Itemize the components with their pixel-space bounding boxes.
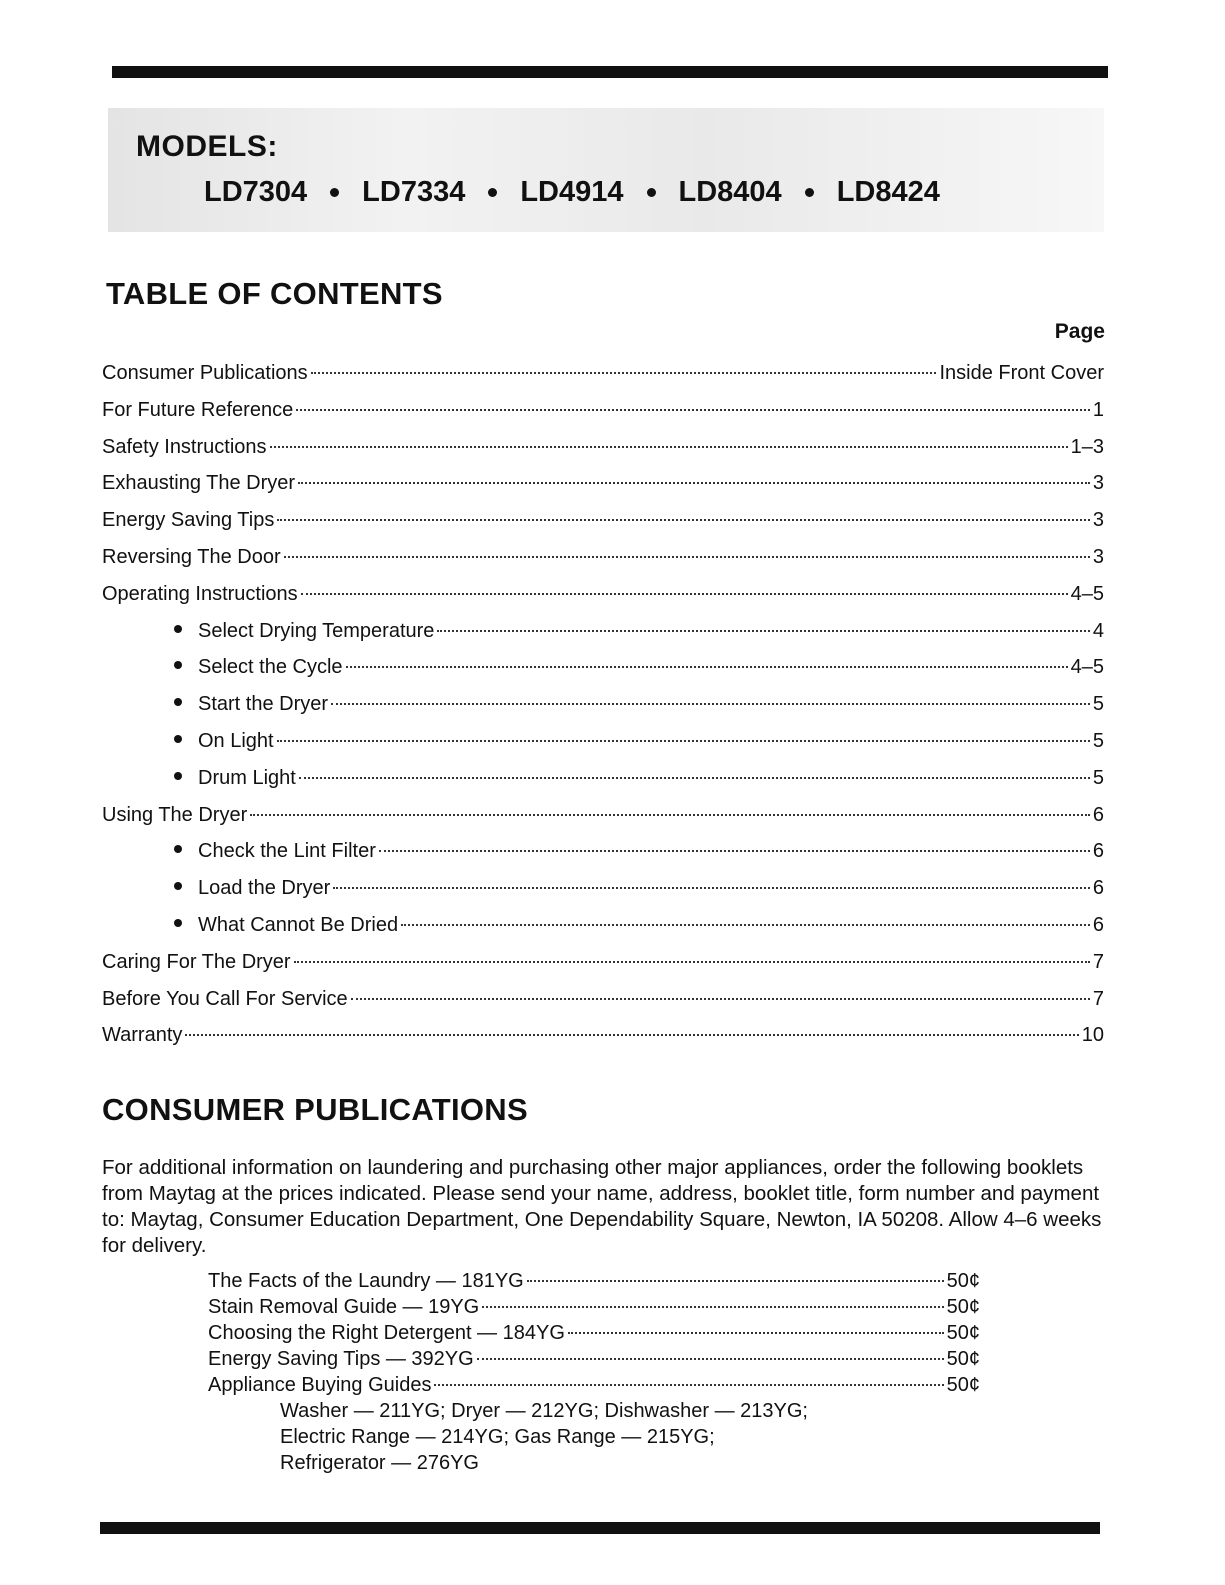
toc-entry — [102, 984, 1104, 1021]
dot-leader — [477, 1358, 944, 1360]
toc-entry-page: 4–5 — [1070, 582, 1104, 605]
toc-entry-label: Using The Dryer — [102, 803, 248, 826]
publication-price: 50¢ — [946, 1374, 980, 1396]
toc-subentry — [102, 652, 1104, 689]
toc-entry-page: 5 — [1092, 766, 1104, 789]
toc-entry-page: 7 — [1092, 950, 1104, 973]
toc-entry-page: 6 — [1092, 803, 1104, 826]
bullet-icon — [174, 735, 182, 743]
model-number: LD7304 — [204, 176, 308, 208]
toc-entry-page: 6 — [1092, 840, 1104, 863]
bullet-icon — [488, 188, 497, 197]
dot-leader — [401, 924, 1090, 926]
toc-entry-label: Warranty — [102, 1024, 183, 1047]
toc-entry-page: 6 — [1092, 913, 1104, 936]
bullet-icon — [805, 188, 814, 197]
toc-entry-label: Operating Instructions — [102, 582, 298, 605]
toc-subentry — [102, 616, 1104, 653]
toc-subentry — [102, 836, 1104, 873]
toc-entry-page: 10 — [1081, 1024, 1104, 1047]
dot-leader — [333, 887, 1090, 889]
dot-leader — [351, 998, 1090, 1000]
publication-item — [208, 1320, 980, 1346]
dot-leader — [301, 593, 1068, 595]
publication-label: The Facts of the Laundry — 181YG — [208, 1270, 524, 1292]
toc-entry — [102, 800, 1104, 837]
dot-leader — [379, 850, 1090, 852]
buying-guide-line: Refrigerator — 276YG — [280, 1452, 479, 1474]
toc-entry-label: Safety Instructions — [102, 435, 267, 458]
toc-entry — [102, 395, 1104, 432]
dot-leader — [185, 1034, 1078, 1036]
toc-subentry — [102, 873, 1104, 910]
model-number: LD7334 — [362, 176, 466, 208]
publication-item — [208, 1346, 980, 1372]
dot-leader — [331, 703, 1090, 705]
toc-page-header: Page — [1054, 320, 1105, 343]
toc-entry-label: Caring For The Dryer — [102, 950, 291, 973]
publication-item — [208, 1372, 980, 1398]
toc-entry-label: On Light — [198, 729, 274, 752]
toc-entry-label: Consumer Publications — [102, 362, 308, 384]
dot-leader — [277, 740, 1090, 742]
toc-entry-page: 3 — [1092, 509, 1104, 532]
toc-title: TABLE OF CONTENTS — [106, 276, 443, 311]
toc-entry-label: Check the Lint Filter — [198, 840, 376, 863]
toc-entry — [102, 947, 1104, 984]
dot-leader — [482, 1306, 943, 1308]
dot-leader — [296, 409, 1090, 411]
toc-entry — [102, 1020, 1104, 1057]
bullet-icon — [647, 188, 656, 197]
bullet-icon — [174, 919, 182, 927]
bullet-icon — [330, 188, 339, 197]
dot-leader — [294, 961, 1090, 963]
top-rule — [112, 66, 1108, 78]
publication-label: Stain Removal Guide — 19YG — [208, 1296, 480, 1318]
dot-leader — [298, 482, 1090, 484]
toc-entry-label: Reversing The Door — [102, 545, 281, 568]
bullet-icon — [174, 772, 182, 780]
toc-entry-page: 5 — [1092, 729, 1104, 752]
dot-leader — [299, 777, 1090, 779]
toc-subentry — [102, 763, 1104, 800]
model-number: LD4914 — [520, 176, 624, 208]
bullet-icon — [174, 661, 182, 669]
buying-guides-list — [280, 1398, 808, 1476]
dot-leader — [437, 630, 1089, 632]
publication-label: Energy Saving Tips — 392YG — [208, 1348, 474, 1370]
toc-entry-page: 1 — [1092, 398, 1104, 421]
toc-entry-page: 1–3 — [1070, 435, 1104, 458]
bullet-icon — [174, 882, 182, 890]
toc-entry-page: 6 — [1092, 877, 1104, 900]
toc-entry-page: 5 — [1092, 693, 1104, 716]
toc-entry — [102, 505, 1104, 542]
publication-price: 50¢ — [946, 1348, 980, 1370]
publication-price: 50¢ — [946, 1322, 980, 1344]
toc-entry-label: Before You Call For Service — [102, 987, 348, 1010]
dot-leader — [270, 446, 1068, 448]
toc-entry-label: What Cannot Be Dried — [198, 913, 399, 936]
dot-leader — [527, 1280, 944, 1282]
bullet-icon — [174, 845, 182, 853]
publication-list — [208, 1268, 980, 1398]
buying-guide-line: Washer — 211YG; Dryer — 212YG; Dishwasher — 213YG; — [280, 1400, 808, 1422]
toc-entry-page: 7 — [1092, 987, 1104, 1010]
toc-entry — [102, 358, 1104, 395]
models-list — [204, 176, 940, 209]
models-banner — [108, 108, 1104, 232]
dot-leader — [284, 556, 1090, 558]
model-number: LD8424 — [836, 176, 940, 208]
consumer-publications-title: CONSUMER PUBLICATIONS — [102, 1092, 528, 1127]
dot-leader — [434, 1384, 943, 1386]
publication-price: 50¢ — [946, 1270, 980, 1292]
table-of-contents — [102, 358, 1104, 1057]
toc-entry-label: Exhausting The Dryer — [102, 472, 296, 495]
model-number: LD8404 — [678, 176, 782, 208]
bullet-icon — [174, 698, 182, 706]
dot-leader — [277, 519, 1090, 521]
publication-price: 50¢ — [946, 1296, 980, 1318]
publication-item — [208, 1268, 980, 1294]
toc-entry — [102, 432, 1104, 469]
toc-entry-label: Load the Dryer — [198, 877, 331, 900]
bottom-rule — [100, 1522, 1100, 1534]
buying-guide-line: Electric Range — 214YG; Gas Range — 215YG; — [280, 1426, 715, 1448]
dot-leader — [250, 814, 1090, 816]
publication-label: Choosing the Right Detergent — 184YG — [208, 1322, 565, 1344]
toc-entry-label: For Future Reference — [102, 398, 294, 421]
toc-subentry — [102, 689, 1104, 726]
bullet-icon — [174, 625, 182, 633]
toc-entry-page: 3 — [1092, 545, 1104, 568]
toc-entry — [102, 468, 1104, 505]
toc-entry-page: 3 — [1092, 472, 1104, 495]
consumer-publications-paragraph: For additional information on laundering and purchasing other major appliances, order the following booklets from Maytag at the prices indicated. Please send your name, address, booklet title, form number and payment to: Maytag, Consumer Education Department, One Dependability Square, Newton, IA 50208. Allow 4–6 weeks for delivery. — [102, 1156, 1102, 1257]
toc-entry-label: Energy Saving Tips — [102, 509, 275, 532]
toc-entry-label: Drum Light — [198, 766, 296, 789]
publication-item — [208, 1294, 980, 1320]
publication-label: Appliance Buying Guides — [208, 1374, 432, 1396]
toc-subentry — [102, 726, 1104, 763]
toc-entry-label: Select Drying Temperature — [198, 619, 435, 642]
models-label: MODELS: — [136, 130, 278, 163]
toc-entry-page: 4–5 — [1070, 656, 1104, 679]
dot-leader — [346, 666, 1068, 668]
toc-entry-label: Start the Dryer — [198, 693, 329, 716]
toc-subentry — [102, 910, 1104, 947]
toc-entry-label: Select the Cycle — [198, 656, 343, 679]
toc-entry-page: Inside Front Cover — [939, 362, 1104, 384]
dot-leader — [568, 1332, 944, 1334]
dot-leader — [311, 372, 937, 374]
toc-entry-page: 4 — [1092, 619, 1104, 642]
toc-entry — [102, 542, 1104, 579]
toc-entry — [102, 579, 1104, 616]
